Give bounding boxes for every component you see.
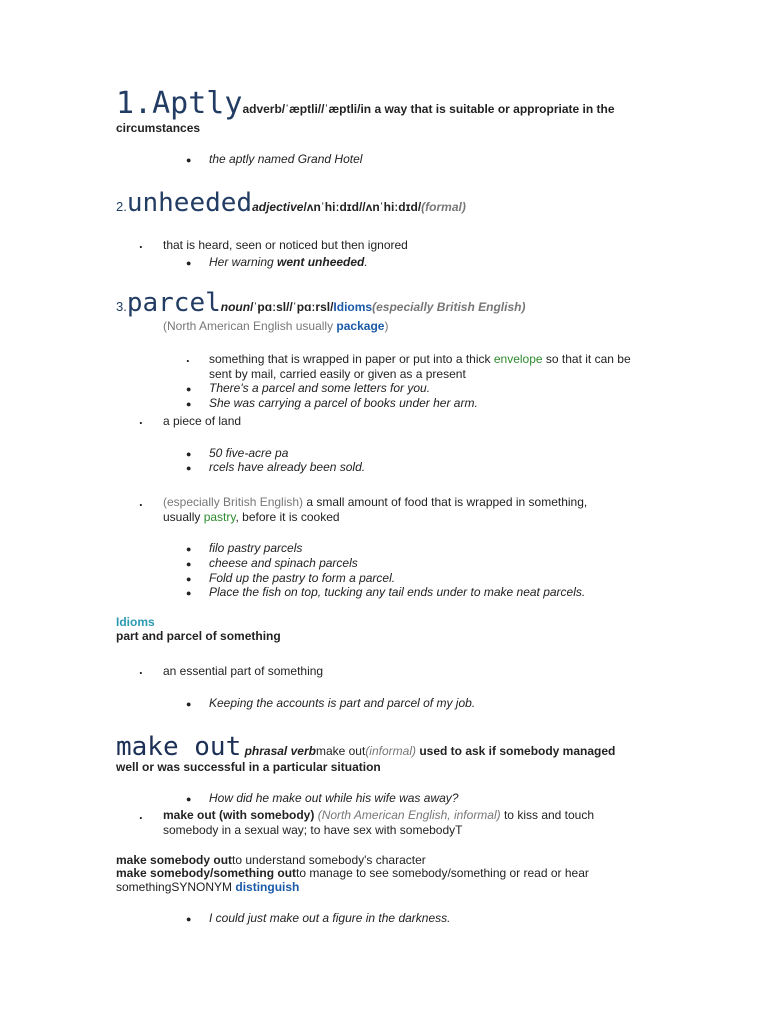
entry-aptly-headline [116, 86, 615, 121]
register-label: (formal) [421, 200, 466, 214]
sense-marker-icon: . [139, 412, 143, 427]
entry-unheeded-headline [116, 188, 466, 218]
register-label: (informal) [365, 744, 416, 758]
bullet-icon: ● [186, 399, 192, 409]
headword: make out [116, 732, 242, 762]
idioms-link[interactable]: Idioms [333, 300, 373, 314]
bullet-icon: ● [186, 699, 192, 709]
sense-marker-icon: . [139, 807, 143, 822]
bullet-icon: ● [186, 449, 192, 459]
pronunciation: /ʌnˈhiːdɪd//ʌnˈhiːdɪd/ [303, 200, 422, 214]
phrasal-verb-definition-continued: somethingSYNONYM distinguish [116, 880, 300, 894]
example: filo pastry parcels [209, 541, 303, 555]
envelope-link[interactable]: envelope [493, 352, 543, 366]
headword: parcel [126, 288, 221, 318]
example: 50 five-acre pa [209, 446, 289, 460]
bullet-icon: ● [186, 155, 192, 165]
sense-definition-continued: sent by mail, carried easily or given as a present [209, 367, 466, 381]
bullet-icon: ● [186, 559, 192, 569]
idiom-phrase: part and parcel of something [116, 629, 281, 643]
region-label: (especially British English) [372, 300, 526, 314]
entry-number: 3. [116, 299, 127, 314]
example: How did he make out while his wife was away? [209, 791, 459, 805]
phrasal-verb-definition: make somebody/something outto manage to see somebody/something or read or hear [116, 866, 589, 880]
example: Fold up the pastry to form a parcel. [209, 571, 396, 585]
sense-marker-icon: . [186, 350, 190, 365]
bullet-icon: ● [186, 794, 192, 804]
example: I could just make out a figure in the darkness. [209, 911, 451, 925]
idiom-definition: an essential part of something [163, 664, 324, 678]
example: Keeping the accounts is part and parcel of my job. [209, 696, 476, 710]
package-link[interactable]: package [336, 319, 385, 333]
bullet-icon: ● [186, 544, 192, 554]
headword: unheeded [126, 188, 253, 218]
sense-definition: a piece of land [163, 414, 242, 428]
example: cheese and spinach parcels [209, 556, 358, 570]
example: the aptly named Grand Hotel [209, 152, 363, 166]
entry-info: adverb/ˈæptli//ˈæptli/in a way that is suitable or appropriate in the [242, 102, 615, 116]
pronunciation: /ˈpɑːsl//ˈpɑːrsl/ [250, 300, 334, 314]
sense-definition: something that is wrapped in paper or put into a thick envelope so that it can be [209, 352, 631, 366]
entry-number: 2. [116, 199, 127, 214]
north-american-note: (North American English usually package) [163, 319, 389, 333]
sense-definition: (especially British English) a small amount of food that is wrapped in something, [163, 495, 588, 509]
entry-parcel-headline [116, 288, 525, 318]
example: She was carrying a parcel of books under her arm. [209, 396, 478, 410]
bullet-icon: ● [186, 384, 192, 394]
bullet-icon: ● [186, 463, 192, 473]
entry-number: 1. [116, 86, 153, 121]
idioms-heading: Idioms [116, 615, 155, 629]
sense-definition-continued: usually pastry, before it is cooked [163, 510, 340, 524]
phrasal-verb-definition: make somebody outto understand somebody's character [116, 853, 426, 867]
sense-marker-icon: . [139, 494, 143, 509]
example: Place the fish on top, tucking any tail ends under to make neat parcels. [209, 585, 586, 599]
entry-info-continued: circumstances [116, 121, 201, 135]
bullet-icon: ● [186, 588, 192, 598]
headword: Aptly [152, 86, 243, 121]
lead-phrase: make out [315, 744, 366, 758]
part-of-speech: noun [220, 300, 251, 314]
definition: used to ask if somebody managed [415, 744, 616, 758]
part-of-speech: phrasal verb [244, 744, 316, 758]
sense-definition-continued: somebody in a sexual way; to have sex with somebodyT [163, 823, 463, 837]
pastry-link[interactable]: pastry [203, 510, 236, 524]
example: Her warning went unheeded. [209, 255, 368, 269]
example: rcels have already been sold. [209, 460, 366, 474]
definition-continued: well or was successful in a particular situation [116, 760, 381, 774]
entry-make-out-headline [116, 732, 615, 762]
distinguish-link[interactable]: distinguish [235, 880, 300, 894]
sense-definition: make out (with somebody) (North American English, informal) to kiss and touch [163, 808, 595, 822]
bullet-icon: ● [186, 574, 192, 584]
sense-definition: that is heard, seen or noticed but then ignored [163, 238, 408, 252]
bullet-icon: ● [186, 914, 192, 924]
sense-marker-icon: . [139, 236, 143, 251]
example: There's a parcel and some letters for you. [209, 381, 431, 395]
bullet-icon: ● [186, 258, 192, 268]
part-of-speech: adjective [252, 200, 304, 214]
sense-marker-icon: . [139, 662, 143, 677]
